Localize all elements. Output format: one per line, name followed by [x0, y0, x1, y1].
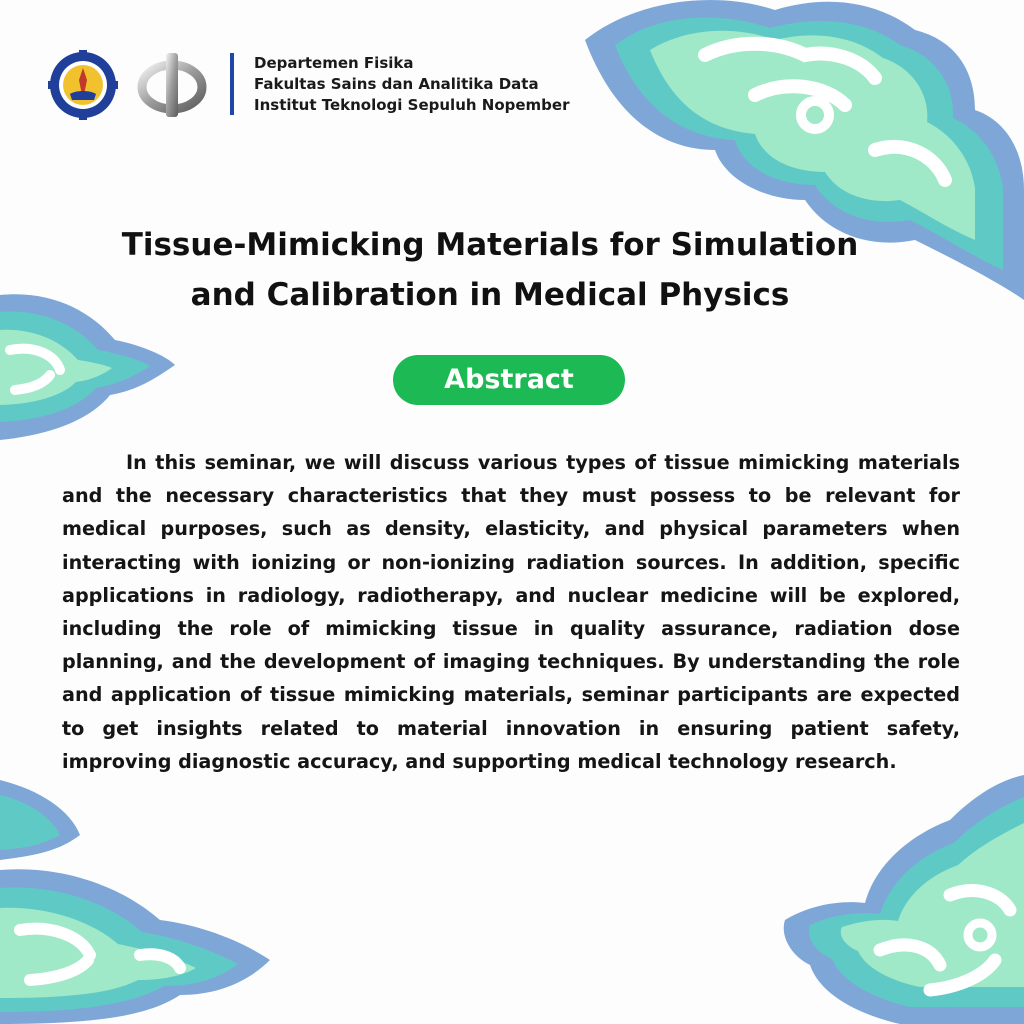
- org-institute: Institut Teknologi Sepuluh Nopember: [254, 96, 570, 114]
- title-line-2: and Calibration in Medical Physics: [190, 277, 790, 313]
- org-faculty: Fakultas Sains dan Analitika Data: [254, 75, 539, 93]
- organization-block: [254, 53, 569, 116]
- org-department: Departemen Fisika: [254, 54, 414, 72]
- cloud-bottom-left-icon: [0, 780, 270, 1024]
- phi-symbol-icon: [137, 50, 207, 120]
- abstract-badge: Abstract: [393, 355, 625, 405]
- title-line-1: Tissue-Mimicking Materials for Simulation: [121, 227, 859, 263]
- its-logo-icon: [48, 50, 118, 120]
- header-divider: [230, 53, 234, 115]
- seminar-title: [60, 220, 920, 320]
- abstract-paragraph: In this seminar, we will discuss various types of tissue mimicking materials and the necessary characteristics that they must possess to be relevant for medical purposes, such as density, elasticity, and physical parameters when interacting with ionizing or non-ionizing radiation sources. In addition, specific applications in radiology, radiotherapy, and nuclear medicine will be explored, including the role of mimicking tissue in quality assurance, radiation dose planning, and the development of imaging techniques. By understanding the role and application of tissue mimicking materials, seminar participants are expected to get insights related to material innovation in ensuring patient safety, improving diagnostic accuracy, and supporting medical technology research.: [62, 451, 960, 773]
- cloud-bottom-right-icon: [780, 775, 1024, 1024]
